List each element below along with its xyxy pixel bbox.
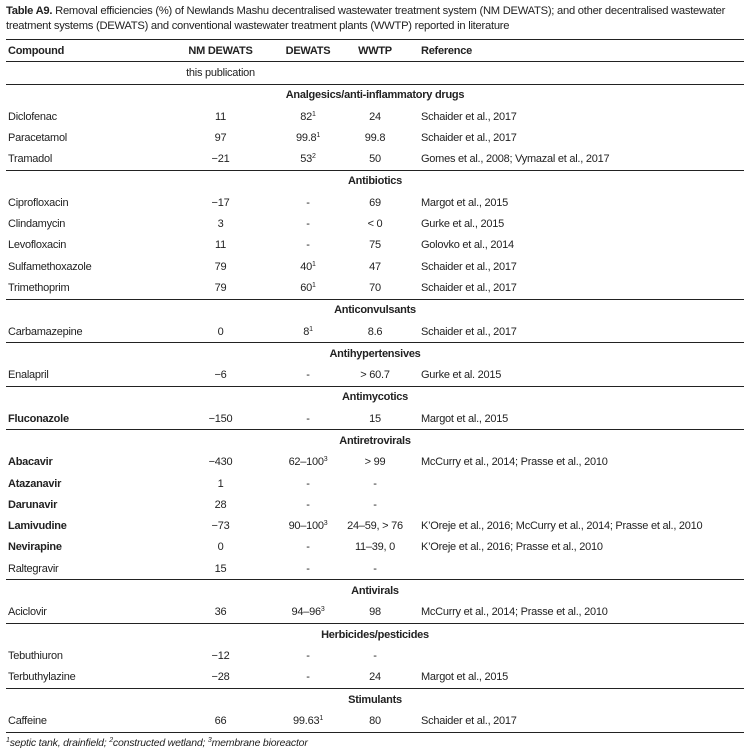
nm-dewats-cell: 79 bbox=[214, 260, 227, 273]
reference-cell: Schaider et al., 2017 bbox=[421, 110, 517, 123]
dewats-footnote-mark: 1 bbox=[312, 110, 316, 118]
section-heading: Antibiotics bbox=[6, 170, 744, 192]
reference-cell: Gurke et al. 2015 bbox=[421, 369, 502, 382]
dewats-cell bbox=[273, 192, 343, 213]
dewats-cell bbox=[273, 277, 343, 299]
dewats-cell bbox=[273, 408, 343, 430]
table-row bbox=[6, 256, 744, 277]
dewats-value: 53 bbox=[300, 153, 313, 166]
footnote-text: septic tank, drainfield; bbox=[9, 736, 110, 749]
reference-cell: Margot et al., 2015 bbox=[421, 196, 508, 209]
table-row bbox=[6, 106, 744, 127]
nm-dewats-cell: 11 bbox=[215, 239, 226, 252]
dewats-value: - bbox=[306, 671, 310, 684]
subheader-this-publication: this publication bbox=[168, 62, 273, 84]
table-row bbox=[6, 645, 744, 666]
compound-cell: Fluconazole bbox=[8, 412, 69, 425]
header-reference: Reference bbox=[407, 40, 744, 62]
dewats-value: - bbox=[306, 369, 310, 382]
nm-dewats-cell: 36 bbox=[214, 606, 227, 619]
nm-dewats-cell: 3 bbox=[217, 218, 224, 231]
dewats-value: - bbox=[306, 477, 310, 490]
wwtp-cell: 69 bbox=[369, 196, 381, 209]
nm-dewats-cell: −150 bbox=[208, 412, 233, 425]
section-heading: Antimycotics bbox=[6, 386, 744, 408]
nm-dewats-cell: −430 bbox=[208, 456, 233, 469]
reference-cell: Schaider et al., 2017 bbox=[407, 710, 744, 732]
wwtp-cell: - bbox=[373, 649, 377, 662]
nm-dewats-cell: 15 bbox=[214, 562, 227, 575]
section-heading: Antihypertensives bbox=[6, 343, 744, 365]
dewats-cell bbox=[273, 213, 343, 234]
dewats-value: 60 bbox=[300, 281, 313, 294]
reference-cell: McCurry et al., 2014; Prasse et al., 2010 bbox=[421, 456, 608, 469]
reference-cell: Margot et al., 2015 bbox=[421, 671, 508, 684]
compound-cell: Lamivudine bbox=[8, 520, 67, 533]
nm-dewats-cell: 66 bbox=[168, 710, 273, 732]
dewats-cell bbox=[273, 473, 343, 494]
reference-cell: K’Oreje et al., 2016; McCurry et al., 2014; Prasse et al., 2010 bbox=[421, 520, 703, 533]
dewats-value: - bbox=[306, 541, 310, 554]
dewats-footnote-mark: 2 bbox=[312, 153, 316, 161]
wwtp-cell: 99.8 bbox=[364, 131, 386, 144]
table-row bbox=[6, 148, 744, 170]
reference-cell bbox=[407, 494, 744, 515]
wwtp-cell: 8.6 bbox=[367, 325, 383, 338]
dewats-value: - bbox=[306, 239, 310, 252]
section-heading: Analgesics/anti-inflammatory drugs bbox=[285, 89, 465, 102]
caption-text: Removal efficiencies (%) of Newlands Mashu decentralised wastewater treatment system (NM DEWATS); and other decentralised wastewater treatment systems (DEWATS) and conventional wastewater treatment plants (WWTP) reported in literature bbox=[6, 5, 726, 32]
compound-cell: Paracetamol bbox=[8, 131, 68, 144]
compound-cell: Raltegravir bbox=[8, 562, 59, 575]
footnote-text: membrane bioreactor bbox=[211, 736, 308, 749]
section-heading-row bbox=[6, 430, 744, 452]
header-wwtp: WWTP bbox=[343, 40, 407, 62]
section-heading: Anticonvulsants bbox=[6, 299, 744, 321]
dewats-cell bbox=[273, 452, 343, 473]
compound-cell: Caffeine bbox=[6, 710, 168, 732]
nm-dewats-cell: −12 bbox=[211, 649, 230, 662]
nm-dewats-cell: 0 bbox=[217, 541, 224, 554]
table-row bbox=[6, 473, 744, 494]
wwtp-cell: 75 bbox=[369, 239, 381, 252]
reference-cell: McCurry et al., 2014; Prasse et al., 2010 bbox=[421, 606, 608, 619]
dewats-cell bbox=[273, 710, 343, 732]
section-heading-row bbox=[6, 343, 744, 365]
reference-cell: Schaider et al., 2017 bbox=[421, 131, 517, 144]
section-heading-row bbox=[6, 299, 744, 321]
section-heading-row bbox=[6, 84, 744, 106]
nm-dewats-cell: −21 bbox=[211, 153, 230, 166]
wwtp-cell: 11–39, 0 bbox=[354, 541, 395, 554]
section-heading-row bbox=[6, 386, 744, 408]
wwtp-cell: 50 bbox=[369, 153, 381, 166]
section-heading-row bbox=[6, 624, 744, 646]
wwtp-cell: 24–59, > 76 bbox=[347, 520, 403, 533]
compound-cell: Enalapril bbox=[8, 369, 49, 382]
dewats-value: 40 bbox=[300, 260, 313, 273]
compound-cell: Atazanavir bbox=[8, 477, 62, 490]
dewats-value: 94–96 bbox=[291, 606, 321, 619]
reference-cell: Gurke et al., 2015 bbox=[421, 218, 504, 231]
dewats-cell bbox=[273, 127, 343, 148]
table-row bbox=[6, 494, 744, 515]
wwtp-cell: < 0 bbox=[367, 218, 383, 231]
compound-cell: Levofloxacin bbox=[8, 239, 67, 252]
compound-cell: Ciprofloxacin bbox=[8, 196, 69, 209]
wwtp-cell: 80 bbox=[343, 710, 407, 732]
dewats-cell bbox=[273, 667, 343, 689]
removal-efficiency-table bbox=[6, 39, 744, 733]
nm-dewats-cell: 79 bbox=[214, 281, 227, 294]
dewats-cell bbox=[273, 106, 343, 127]
reference-cell: Golovko et al., 2014 bbox=[421, 239, 514, 252]
footnote-mark: 3 bbox=[207, 736, 212, 744]
dewats-cell bbox=[273, 602, 343, 624]
nm-dewats-cell: −6 bbox=[214, 369, 227, 382]
section-heading: Stimulants bbox=[6, 688, 744, 710]
dewats-cell bbox=[273, 516, 343, 537]
dewats-footnote-mark: 1 bbox=[312, 281, 316, 289]
dewats-footnote-mark: 1 bbox=[319, 714, 323, 722]
reference-cell: Schaider et al., 2017 bbox=[421, 325, 517, 338]
footnote-text: constructed wetland; bbox=[112, 736, 208, 749]
dewats-footnote-mark: 1 bbox=[312, 260, 316, 268]
wwtp-cell: - bbox=[373, 562, 377, 575]
wwtp-cell: > 99 bbox=[364, 456, 386, 469]
table-row bbox=[6, 667, 744, 689]
nm-dewats-cell: −17 bbox=[211, 196, 230, 209]
dewats-cell bbox=[273, 148, 343, 170]
reference-cell bbox=[407, 645, 744, 666]
table-row bbox=[6, 127, 744, 148]
footnotes bbox=[6, 737, 744, 749]
dewats-value: - bbox=[306, 218, 310, 231]
table-row bbox=[6, 364, 744, 386]
dewats-cell bbox=[273, 645, 343, 666]
nm-dewats-cell: 11 bbox=[215, 110, 226, 123]
header-dewats: DEWATS bbox=[273, 40, 343, 62]
dewats-value: - bbox=[306, 649, 310, 662]
header-compound: Compound bbox=[6, 40, 168, 62]
table-row bbox=[6, 235, 744, 256]
table-caption bbox=[6, 4, 744, 34]
table-row bbox=[6, 516, 744, 537]
nm-dewats-cell: −73 bbox=[211, 520, 230, 533]
wwtp-cell: 15 bbox=[369, 412, 381, 425]
reference-cell: Schaider et al., 2017 bbox=[421, 260, 517, 273]
section-heading: Herbicides/pesticides bbox=[6, 624, 744, 646]
compound-cell: Nevirapine bbox=[8, 541, 62, 554]
dewats-footnote-mark: 3 bbox=[323, 520, 328, 528]
compound-cell: Abacavir bbox=[8, 456, 53, 469]
table-row bbox=[6, 537, 744, 558]
table-row bbox=[6, 213, 744, 234]
compound-cell: Clindamycin bbox=[8, 218, 66, 231]
section-heading-row bbox=[6, 170, 744, 192]
table-row bbox=[6, 321, 744, 343]
section-heading: Antiretrovirals bbox=[6, 430, 744, 452]
reference-cell: K’Oreje et al., 2016; Prasse et al., 2010 bbox=[421, 541, 603, 554]
dewats-footnote-mark: 3 bbox=[320, 606, 325, 614]
compound-cell: Darunavir bbox=[8, 498, 58, 511]
dewats-cell bbox=[273, 364, 343, 386]
dewats-value: 90–100 bbox=[288, 520, 324, 533]
footnote-mark: 2 bbox=[109, 736, 113, 744]
dewats-value: 99.8 bbox=[295, 131, 317, 144]
compound-cell: Terbuthylazine bbox=[8, 671, 76, 684]
compound-cell: Sulfamethoxazole bbox=[8, 260, 92, 273]
header-nm-dewats: NM DEWATS bbox=[168, 40, 273, 62]
section-heading: Antivirals bbox=[6, 580, 744, 602]
table-row bbox=[6, 277, 744, 299]
dewats-value: - bbox=[306, 412, 310, 425]
table-row bbox=[6, 710, 744, 732]
dewats-cell bbox=[273, 321, 343, 343]
section-heading-row bbox=[6, 688, 744, 710]
dewats-value: 8 bbox=[303, 325, 310, 338]
dewats-cell bbox=[273, 558, 343, 580]
dewats-value: - bbox=[306, 196, 310, 209]
footnote-mark: 1 bbox=[6, 736, 10, 744]
section-heading-row bbox=[6, 580, 744, 602]
header-row bbox=[6, 40, 744, 62]
nm-dewats-cell: 1 bbox=[217, 477, 224, 490]
dewats-footnote-mark: 1 bbox=[309, 325, 313, 333]
compound-cell: Diclofenac bbox=[8, 110, 57, 123]
table-row bbox=[6, 192, 744, 213]
wwtp-cell: 24 bbox=[369, 110, 381, 123]
wwtp-cell: 70 bbox=[369, 281, 381, 294]
nm-dewats-cell: 97 bbox=[214, 131, 227, 144]
nm-dewats-cell: 0 bbox=[217, 325, 224, 338]
wwtp-cell: > 60.7 bbox=[360, 369, 390, 382]
reference-cell bbox=[407, 473, 744, 494]
table-label: Table A9. bbox=[6, 5, 53, 17]
table-row bbox=[6, 558, 744, 580]
nm-dewats-cell: 28 bbox=[214, 498, 227, 511]
reference-cell: Schaider et al., 2017 bbox=[421, 281, 517, 294]
wwtp-cell: 47 bbox=[369, 260, 381, 273]
subheader-row bbox=[6, 62, 744, 84]
dewats-footnote-mark: 3 bbox=[323, 456, 328, 464]
dewats-cell bbox=[273, 537, 343, 558]
dewats-footnote-mark: 1 bbox=[316, 131, 321, 139]
dewats-value: - bbox=[306, 498, 310, 511]
reference-cell: Margot et al., 2015 bbox=[421, 412, 508, 425]
dewats-cell bbox=[273, 235, 343, 256]
dewats-cell bbox=[273, 494, 343, 515]
dewats-value: 82 bbox=[300, 110, 313, 123]
dewats-value: 62–100 bbox=[288, 456, 324, 469]
table-row bbox=[6, 602, 744, 624]
compound-cell: Trimethoprim bbox=[8, 281, 70, 294]
reference-cell: Gomes et al., 2008; Vymazal et al., 2017 bbox=[421, 153, 610, 166]
wwtp-cell: 24 bbox=[369, 671, 381, 684]
dewats-cell bbox=[273, 256, 343, 277]
compound-cell: Tramadol bbox=[8, 153, 53, 166]
compound-cell: Carbamazepine bbox=[8, 325, 83, 338]
wwtp-cell: 98 bbox=[369, 606, 381, 619]
reference-cell bbox=[407, 558, 744, 580]
dewats-value: - bbox=[306, 562, 310, 575]
table-row bbox=[6, 452, 744, 473]
compound-cell: Aciclovir bbox=[8, 606, 47, 619]
table-row bbox=[6, 408, 744, 430]
wwtp-cell: - bbox=[373, 498, 377, 511]
compound-cell: Tebuthiuron bbox=[8, 649, 63, 662]
nm-dewats-cell: −28 bbox=[211, 671, 230, 684]
wwtp-cell: - bbox=[373, 477, 377, 490]
dewats-value: 99.63 bbox=[293, 714, 320, 727]
